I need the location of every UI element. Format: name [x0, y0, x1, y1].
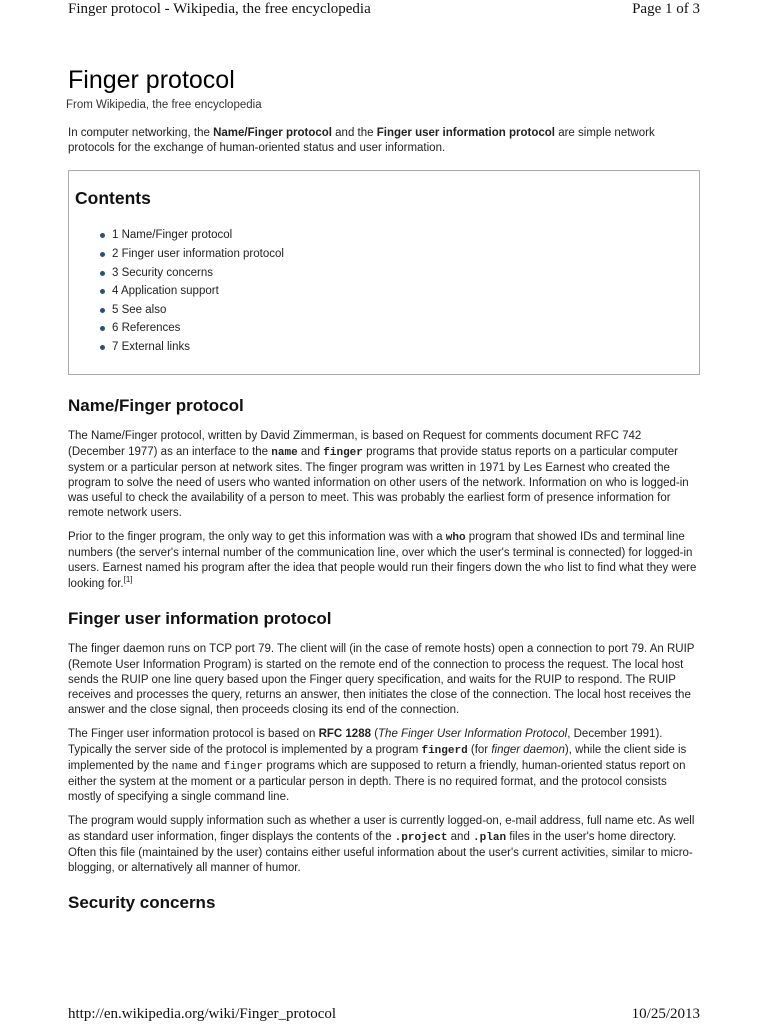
toc-item-name-finger-protocol[interactable]: 1 Name/Finger protocol	[100, 226, 284, 245]
toc-heading: Contents	[75, 188, 151, 209]
code-name: name	[171, 760, 198, 773]
reference-link[interactable]: [1]	[123, 575, 133, 585]
footer-url: http://en.wikipedia.org/wiki/Finger_protocol	[68, 1006, 337, 1022]
term-finger-user-information-protocol: Finger user information protocol	[376, 127, 555, 139]
footer-date: 10/25/2013	[631, 1006, 700, 1022]
page-number: Page 1 of 3	[632, 1, 700, 17]
toc-item-references[interactable]: 6 References	[100, 319, 284, 338]
name-finger-paragraph-1: The Name/Finger protocol, written by David Zimmerman, is based on Request for comments document RFC 742 (December 1977) as an interface to the name and finger programs that provide status reports on a particular computer system or a particular person at network sites. The finger program was written in 1971 by Les Earnest who created the program to solve the need of users who wanted information on other users of the network. Information on who is logged-in was useful to check the availability of a person to meet. This was probably the earliest form of presence information for remote network users.	[68, 430, 689, 520]
code-name: name	[271, 446, 298, 459]
code-who: who	[445, 531, 466, 544]
code-who: who	[544, 563, 565, 576]
code-project: .project	[394, 831, 448, 844]
section-heading-name-finger-protocol: Name/Finger protocol	[68, 396, 244, 416]
toc-item-external-links[interactable]: 7 External links	[100, 338, 284, 357]
code-finger: finger	[323, 446, 363, 459]
term-name-finger-protocol: Name/Finger protocol	[213, 127, 332, 139]
finger-user-paragraph-3: The program would supply information such as whether a user is currently logged-on, e-mail address, full name etc. As well as standard user information, finger displays the contents of the .project and .plan files in the user's home directory. Often this file (maintained by the user) contains either useful information about the user's current activities, similar to micro-blogging, or alternatively all manner of humor.	[68, 815, 695, 875]
finger-user-paragraph-2: The Finger user information protocol is based on RFC 1288 (The Finger User Information Protocol, December 1991). Typically the server side of the protocol is implemented by a program fingerd (for finger daemon), while the client side is implemented by the name and finger programs which are supposed to return a friendly, human-oriented status report on either the system at the moment or a particular person in depth. There is no required format, and the protocol consists mostly of specifying a single command line.	[68, 728, 687, 804]
code-fingerd: fingerd	[421, 744, 468, 757]
code-plan: .plan	[473, 831, 507, 844]
toc-item-see-also[interactable]: 5 See also	[100, 301, 284, 320]
toc-item-application-support[interactable]: 4 Application support	[100, 282, 284, 301]
article-content	[68, 64, 700, 914]
page-title: Finger protocol	[68, 66, 235, 94]
intro-paragraph: In computer networking, the Name/Finger protocol and the Finger user information protocol are simple network protocols for the exchange of human-oriented status and user information.	[68, 127, 655, 155]
print-header	[68, 1, 700, 21]
site-subtitle: From Wikipedia, the free encyclopedia	[66, 99, 262, 111]
toc-list	[100, 226, 284, 356]
section-heading-finger-user-information-protocol: Finger user information protocol	[68, 609, 332, 629]
rfc-1288: RFC 1288	[318, 728, 371, 741]
table-of-contents	[68, 170, 700, 375]
finger-user-paragraph-1: The finger daemon runs on TCP port 79. The client will (in the case of remote hosts) open a connection to port 79. An RUIP (Remote User Information Program) is started on the remote end of the connection to process the request. The local host sends the RUIP one line query based upon the Finger query specification, and waits for the RUIP to respond. The RUIP receives and processes the query, returns an answer, then initiates the close of the connection. The local host receives the answer and the close signal, then proceeds closing its end of the connection.	[68, 643, 695, 717]
section-heading-security-concerns: Security concerns	[68, 893, 216, 913]
code-finger: finger	[223, 760, 264, 773]
toc-item-finger-user-information-protocol[interactable]: 2 Finger user information protocol	[100, 245, 284, 264]
print-footer	[68, 1006, 700, 1026]
name-finger-paragraph-2: Prior to the finger program, the only way to get this information was with a who program that showed IDs and terminal line numbers (the server's internal number of the communication line, over which the user's terminal is connected) for logged-in users. Earnest named his program after the idea that people would run their fingers down the who list to find what they were looking for.[1]	[68, 530, 697, 591]
toc-item-security-concerns[interactable]: 3 Security concerns	[100, 264, 284, 283]
print-header-title: Finger protocol - Wikipedia, the free encyclopedia	[68, 1, 371, 17]
